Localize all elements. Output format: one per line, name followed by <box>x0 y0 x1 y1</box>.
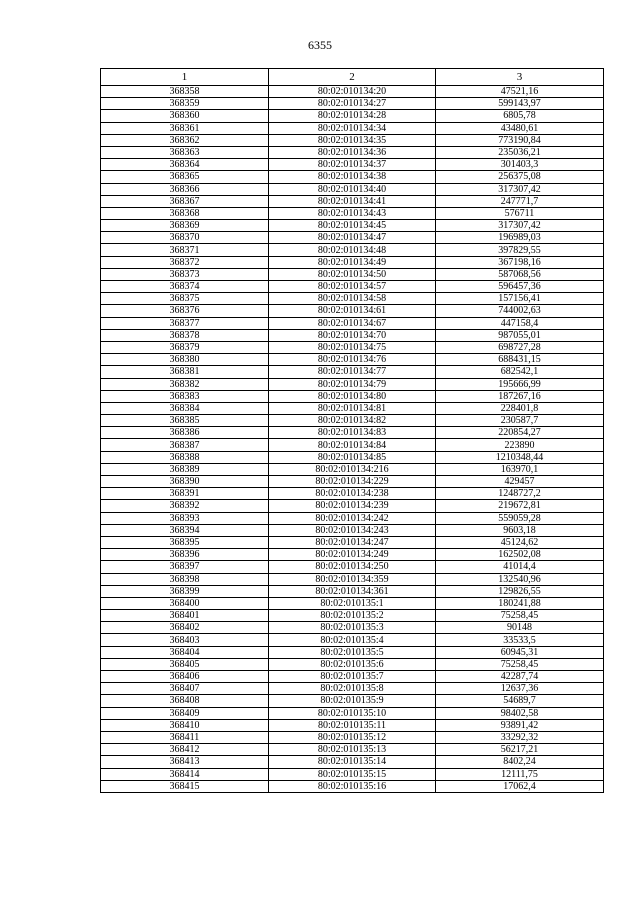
cadastral-number-cell: 80:02:010134:67 <box>269 317 436 329</box>
row-number-cell: 368411 <box>101 731 269 743</box>
value-cell: 163970,1 <box>436 463 604 475</box>
value-cell: 744002,63 <box>436 305 604 317</box>
cadastral-number-cell: 80:02:010134:229 <box>269 476 436 488</box>
cadastral-number-cell: 80:02:010134:249 <box>269 549 436 561</box>
cadastral-number-cell: 80:02:010134:38 <box>269 171 436 183</box>
value-cell: 599143,97 <box>436 98 604 110</box>
table-row <box>101 378 604 390</box>
cadastral-number-cell: 80:02:010134:45 <box>269 220 436 232</box>
row-number-cell: 368378 <box>101 329 269 341</box>
cadastral-number-cell: 80:02:010134:79 <box>269 378 436 390</box>
cadastral-number-cell: 80:02:010135:15 <box>269 768 436 780</box>
row-number-cell: 368408 <box>101 695 269 707</box>
row-number-cell: 368394 <box>101 524 269 536</box>
row-number-cell: 368377 <box>101 317 269 329</box>
cadastral-number-cell: 80:02:010134:61 <box>269 305 436 317</box>
table-row <box>101 549 604 561</box>
row-number-cell: 368396 <box>101 549 269 561</box>
cadastral-number-cell: 80:02:010134:216 <box>269 463 436 475</box>
cadastral-number-cell: 80:02:010134:70 <box>269 329 436 341</box>
table-row <box>101 98 604 110</box>
value-cell: 93891,42 <box>436 719 604 731</box>
cadastral-number-cell: 80:02:010134:83 <box>269 427 436 439</box>
table-row <box>101 476 604 488</box>
cadastral-number-cell: 80:02:010134:50 <box>269 268 436 280</box>
row-number-cell: 368403 <box>101 634 269 646</box>
cadastral-number-cell: 80:02:010134:76 <box>269 354 436 366</box>
table-row <box>101 658 604 670</box>
cadastral-number-cell: 80:02:010135:6 <box>269 658 436 670</box>
table-row <box>101 439 604 451</box>
row-number-cell: 368386 <box>101 427 269 439</box>
cadastral-number-cell: 80:02:010135:10 <box>269 707 436 719</box>
table-row <box>101 524 604 536</box>
row-number-cell: 368413 <box>101 756 269 768</box>
value-cell: 256375,08 <box>436 171 604 183</box>
cadastral-number-cell: 80:02:010134:20 <box>269 86 436 98</box>
table-row <box>101 756 604 768</box>
value-cell: 43480,61 <box>436 122 604 134</box>
value-cell: 773190,84 <box>436 134 604 146</box>
table-row <box>101 610 604 622</box>
cadastral-number-cell: 80:02:010134:28 <box>269 110 436 122</box>
table-row <box>101 780 604 792</box>
value-cell: 1248727,2 <box>436 488 604 500</box>
row-number-cell: 368371 <box>101 244 269 256</box>
table-row <box>101 500 604 512</box>
value-cell: 60945,31 <box>436 646 604 658</box>
value-cell: 8402,24 <box>436 756 604 768</box>
table-row <box>101 512 604 524</box>
value-cell: 75258,45 <box>436 610 604 622</box>
cadastral-number-cell: 80:02:010135:2 <box>269 610 436 622</box>
row-number-cell: 368374 <box>101 281 269 293</box>
value-cell: 45124,62 <box>436 536 604 548</box>
table-body <box>101 86 604 793</box>
table-row <box>101 268 604 280</box>
cadastral-number-cell: 80:02:010134:85 <box>269 451 436 463</box>
value-cell: 187267,16 <box>436 390 604 402</box>
row-number-cell: 368361 <box>101 122 269 134</box>
cadastral-number-cell: 80:02:010134:27 <box>269 98 436 110</box>
row-number-cell: 368382 <box>101 378 269 390</box>
table-row <box>101 317 604 329</box>
table-row <box>101 390 604 402</box>
value-cell: 162502,08 <box>436 549 604 561</box>
row-number-cell: 368380 <box>101 354 269 366</box>
table-row <box>101 683 604 695</box>
table-row <box>101 744 604 756</box>
row-number-cell: 368379 <box>101 341 269 353</box>
row-number-cell: 368407 <box>101 683 269 695</box>
row-number-cell: 368392 <box>101 500 269 512</box>
table-row <box>101 536 604 548</box>
row-number-cell: 368410 <box>101 719 269 731</box>
table-row <box>101 427 604 439</box>
row-number-cell: 368385 <box>101 415 269 427</box>
cadastral-number-cell: 80:02:010134:35 <box>269 134 436 146</box>
row-number-cell: 368405 <box>101 658 269 670</box>
table-row <box>101 329 604 341</box>
value-cell: 12637,36 <box>436 683 604 695</box>
table-row <box>101 86 604 98</box>
cadastral-number-cell: 80:02:010134:37 <box>269 159 436 171</box>
row-number-cell: 368397 <box>101 561 269 573</box>
table-row <box>101 451 604 463</box>
cadastral-number-cell: 80:02:010135:7 <box>269 671 436 683</box>
value-cell: 688431,15 <box>436 354 604 366</box>
row-number-cell: 368388 <box>101 451 269 463</box>
row-number-cell: 368372 <box>101 256 269 268</box>
cadastral-number-cell: 80:02:010135:4 <box>269 634 436 646</box>
table-row <box>101 159 604 171</box>
value-cell: 223890 <box>436 439 604 451</box>
cadastral-number-cell: 80:02:010135:3 <box>269 622 436 634</box>
cadastral-number-cell: 80:02:010134:40 <box>269 183 436 195</box>
row-number-cell: 368362 <box>101 134 269 146</box>
value-cell: 196989,03 <box>436 232 604 244</box>
value-cell: 367198,16 <box>436 256 604 268</box>
row-number-cell: 368368 <box>101 207 269 219</box>
cadastral-number-cell: 80:02:010135:13 <box>269 744 436 756</box>
table-row <box>101 220 604 232</box>
column-header-2: 2 <box>269 69 436 86</box>
cadastral-number-cell: 80:02:010134:36 <box>269 146 436 158</box>
value-cell: 157156,41 <box>436 293 604 305</box>
table-row <box>101 597 604 609</box>
row-number-cell: 368375 <box>101 293 269 305</box>
value-cell: 56217,21 <box>436 744 604 756</box>
value-cell: 682542,1 <box>436 366 604 378</box>
cadastral-number-cell: 80:02:010134:48 <box>269 244 436 256</box>
value-cell: 17062,4 <box>436 780 604 792</box>
value-cell: 447158,4 <box>436 317 604 329</box>
value-cell: 301403,3 <box>436 159 604 171</box>
table-row <box>101 463 604 475</box>
value-cell: 42287,74 <box>436 671 604 683</box>
row-number-cell: 368390 <box>101 476 269 488</box>
cadastral-number-cell: 80:02:010134:239 <box>269 500 436 512</box>
table-row <box>101 622 604 634</box>
cadastral-number-cell: 80:02:010134:84 <box>269 439 436 451</box>
row-number-cell: 368359 <box>101 98 269 110</box>
value-cell: 132540,96 <box>436 573 604 585</box>
cadastral-number-cell: 80:02:010134:58 <box>269 293 436 305</box>
value-cell: 90148 <box>436 622 604 634</box>
value-cell: 1210348,44 <box>436 451 604 463</box>
row-number-cell: 368367 <box>101 195 269 207</box>
cadastral-number-cell: 80:02:010135:14 <box>269 756 436 768</box>
cadastral-number-cell: 80:02:010134:77 <box>269 366 436 378</box>
row-number-cell: 368395 <box>101 536 269 548</box>
table-row <box>101 244 604 256</box>
value-cell: 220854,27 <box>436 427 604 439</box>
row-number-cell: 368401 <box>101 610 269 622</box>
row-number-cell: 368393 <box>101 512 269 524</box>
cadastral-number-cell: 80:02:010135:8 <box>269 683 436 695</box>
row-number-cell: 368364 <box>101 159 269 171</box>
cadastral-number-cell: 80:02:010134:57 <box>269 281 436 293</box>
value-cell: 247771,7 <box>436 195 604 207</box>
table-row <box>101 488 604 500</box>
row-number-cell: 368415 <box>101 780 269 792</box>
table-row <box>101 573 604 585</box>
cadastral-number-cell: 80:02:010134:34 <box>269 122 436 134</box>
value-cell: 397829,55 <box>436 244 604 256</box>
header-row <box>101 69 604 86</box>
row-number-cell: 368365 <box>101 171 269 183</box>
table-row <box>101 634 604 646</box>
table-row <box>101 366 604 378</box>
row-number-cell: 368404 <box>101 646 269 658</box>
table-row <box>101 695 604 707</box>
value-cell: 596457,36 <box>436 281 604 293</box>
cadastral-number-cell: 80:02:010135:12 <box>269 731 436 743</box>
row-number-cell: 368412 <box>101 744 269 756</box>
row-number-cell: 368398 <box>101 573 269 585</box>
value-cell: 47521,16 <box>436 86 604 98</box>
cadastral-number-cell: 80:02:010134:75 <box>269 341 436 353</box>
value-cell: 230587,7 <box>436 415 604 427</box>
row-number-cell: 368383 <box>101 390 269 402</box>
cadastral-number-cell: 80:02:010134:238 <box>269 488 436 500</box>
table-header <box>101 69 604 86</box>
row-number-cell: 368406 <box>101 671 269 683</box>
table-row <box>101 183 604 195</box>
table-row <box>101 402 604 414</box>
cadastral-number-cell: 80:02:010134:247 <box>269 536 436 548</box>
row-number-cell: 368370 <box>101 232 269 244</box>
table-row <box>101 561 604 573</box>
row-number-cell: 368414 <box>101 768 269 780</box>
value-cell: 33292,32 <box>436 731 604 743</box>
value-cell: 6805,78 <box>436 110 604 122</box>
row-number-cell: 368381 <box>101 366 269 378</box>
table-row <box>101 195 604 207</box>
row-number-cell: 368402 <box>101 622 269 634</box>
table-row <box>101 207 604 219</box>
row-number-cell: 368399 <box>101 585 269 597</box>
cadastral-number-cell: 80:02:010134:82 <box>269 415 436 427</box>
cadastral-number-cell: 80:02:010135:5 <box>269 646 436 658</box>
table-row <box>101 415 604 427</box>
table-row <box>101 293 604 305</box>
column-header-1: 1 <box>101 69 269 86</box>
value-cell: 987055,01 <box>436 329 604 341</box>
value-cell: 129826,55 <box>436 585 604 597</box>
value-cell: 576711 <box>436 207 604 219</box>
cadastral-number-cell: 80:02:010134:49 <box>269 256 436 268</box>
row-number-cell: 368366 <box>101 183 269 195</box>
table-row <box>101 707 604 719</box>
table-row <box>101 232 604 244</box>
row-number-cell: 368387 <box>101 439 269 451</box>
row-number-cell: 368360 <box>101 110 269 122</box>
value-cell: 54689,7 <box>436 695 604 707</box>
table-row <box>101 585 604 597</box>
cadastral-number-cell: 80:02:010134:43 <box>269 207 436 219</box>
table-row <box>101 146 604 158</box>
row-number-cell: 368363 <box>101 146 269 158</box>
cadastral-number-cell: 80:02:010134:80 <box>269 390 436 402</box>
row-number-cell: 368369 <box>101 220 269 232</box>
table-row <box>101 256 604 268</box>
row-number-cell: 368409 <box>101 707 269 719</box>
table-row <box>101 122 604 134</box>
value-cell: 587068,56 <box>436 268 604 280</box>
cadastral-number-cell: 80:02:010134:361 <box>269 585 436 597</box>
table-row <box>101 305 604 317</box>
cadastral-number-cell: 80:02:010135:9 <box>269 695 436 707</box>
value-cell: 235036,21 <box>436 146 604 158</box>
cadastral-number-cell: 80:02:010134:250 <box>269 561 436 573</box>
value-cell: 12111,75 <box>436 768 604 780</box>
table-row <box>101 354 604 366</box>
row-number-cell: 368376 <box>101 305 269 317</box>
table-row <box>101 768 604 780</box>
value-cell: 698727,28 <box>436 341 604 353</box>
cadastral-number-cell: 80:02:010135:11 <box>269 719 436 731</box>
value-cell: 317307,42 <box>436 183 604 195</box>
cadastral-number-cell: 80:02:010134:81 <box>269 402 436 414</box>
table-row <box>101 731 604 743</box>
value-cell: 180241,88 <box>436 597 604 609</box>
cadastral-number-cell: 80:02:010134:243 <box>269 524 436 536</box>
data-table <box>100 68 604 793</box>
value-cell: 75258,45 <box>436 658 604 670</box>
value-cell: 429457 <box>436 476 604 488</box>
value-cell: 41014,4 <box>436 561 604 573</box>
row-number-cell: 368373 <box>101 268 269 280</box>
table-row <box>101 719 604 731</box>
table-row <box>101 281 604 293</box>
table-row <box>101 171 604 183</box>
cadastral-number-cell: 80:02:010134:47 <box>269 232 436 244</box>
value-cell: 219672,81 <box>436 500 604 512</box>
row-number-cell: 368358 <box>101 86 269 98</box>
table-row <box>101 110 604 122</box>
cadastral-number-cell: 80:02:010134:41 <box>269 195 436 207</box>
value-cell: 317307,42 <box>436 220 604 232</box>
table-row <box>101 671 604 683</box>
cadastral-number-cell: 80:02:010134:359 <box>269 573 436 585</box>
row-number-cell: 368400 <box>101 597 269 609</box>
table-row <box>101 341 604 353</box>
value-cell: 98402,58 <box>436 707 604 719</box>
value-cell: 9603,18 <box>436 524 604 536</box>
cadastral-number-cell: 80:02:010134:242 <box>269 512 436 524</box>
table-row <box>101 134 604 146</box>
row-number-cell: 368384 <box>101 402 269 414</box>
cadastral-number-cell: 80:02:010135:16 <box>269 780 436 792</box>
column-header-3: 3 <box>436 69 604 86</box>
table-row <box>101 646 604 658</box>
value-cell: 228401,8 <box>436 402 604 414</box>
value-cell: 195666,99 <box>436 378 604 390</box>
value-cell: 33533,5 <box>436 634 604 646</box>
row-number-cell: 368391 <box>101 488 269 500</box>
page-number: 6355 <box>308 38 332 52</box>
value-cell: 559059,28 <box>436 512 604 524</box>
row-number-cell: 368389 <box>101 463 269 475</box>
cadastral-number-cell: 80:02:010135:1 <box>269 597 436 609</box>
